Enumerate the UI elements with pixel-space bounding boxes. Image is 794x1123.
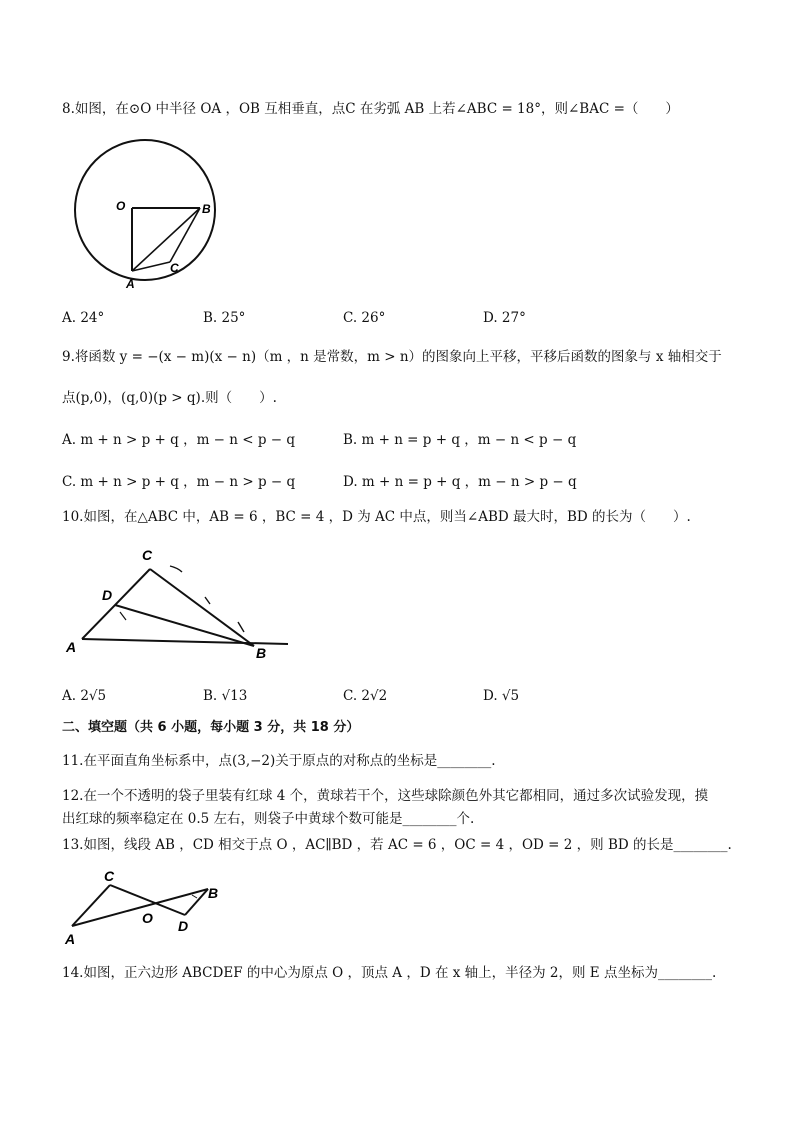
q13-label-o: O [142, 910, 153, 926]
q8-label-b: B [202, 202, 211, 216]
q10-option-c[interactable]: C. 2√2 [343, 688, 388, 704]
q8-circle-figure [60, 138, 230, 290]
q10-label-a: A [66, 639, 77, 655]
q8-label-a: A [126, 277, 135, 290]
q10-stem: 10.如图，在△ABC 中，AB = 6 ，BC = 4 ，D 为 AC 中点，则当∠ABD 最大时，BD 的长为（ ）. [62, 509, 691, 525]
q13-label-b: B [208, 885, 219, 901]
q9-option-c[interactable]: C. m + n > p + q ，m − n > p − q [62, 474, 296, 490]
q11-text: 11.在平面直角坐标系中，点(3,−2)关于原点的对称点的坐标是________. [62, 753, 496, 769]
q9-option-a[interactable]: A. m + n > p + q ，m − n < p − q [62, 432, 296, 448]
q8-label-o: O [116, 199, 126, 213]
q8-option-c[interactable]: C. 26° [343, 310, 386, 326]
q10-option-b[interactable]: B. √13 [203, 688, 248, 704]
q8-option-a[interactable]: A. 24° [62, 310, 105, 326]
q10-label-d: D [102, 587, 113, 603]
q13-stem: 13.如图，线段 AB ，CD 相交于点 O ，AC∥BD ，若 AC = 6 ，OC = 4 ，OD = 2 ，则 BD 的长是________. [62, 837, 732, 853]
q13-label-c: C [104, 868, 115, 884]
q8-label-c: C [170, 261, 179, 275]
q14-text: 14.如图，正六边形 ABCDEF 的中心为原点 O ，顶点 A ，D 在 x 轴上，半径为 2，则 E 点坐标为________. [62, 965, 717, 981]
q12-line2: 出红球的频率稳定在 0.5 左右，则袋子中黄球个数可能是________个. [62, 811, 475, 827]
q9-stem-line2: 点(p,0)，(q,0)(p > q).则（ ）. [62, 390, 277, 406]
q10-label-c: C [142, 547, 153, 563]
q10-option-a[interactable]: A. 2√5 [62, 688, 107, 704]
q9-option-b[interactable]: B. m + n = p + q ，m − n < p − q [343, 432, 577, 448]
q8-stem: 8.如图，在⊙O 中半径 OA ，OB 互相垂直，点C 在劣弧 AB 上若∠ABC = 18°，则∠BAC =（ ） [62, 101, 679, 117]
q10-option-d[interactable]: D. √5 [483, 688, 520, 704]
q9-stem-line1: 9.将函数 y = −(x − m)(x − n)（m ，n 是常数，m > n）的图象向上平移，平移后函数的图象与 x 轴相交于 [62, 349, 722, 365]
section-heading: 二、填空题（共 6 小题，每小题 3 分，共 18 分） [62, 720, 360, 735]
q13-label-a: A [65, 931, 76, 947]
q13-label-d: D [178, 918, 189, 934]
q10-label-b: B [256, 645, 267, 661]
q8-option-d[interactable]: D. 27° [483, 310, 526, 326]
q8-option-b[interactable]: B. 25° [203, 310, 246, 326]
q10-triangle-figure [60, 542, 300, 662]
q9-option-d[interactable]: D. m + n = p + q ，m − n > p − q [343, 474, 577, 490]
q13-figure [60, 868, 230, 948]
q12-line1: 12.在一个不透明的袋子里装有红球 4 个，黄球若干个，这些球除颜色外其它都相同，通过多次试验发现，摸 [62, 788, 709, 804]
